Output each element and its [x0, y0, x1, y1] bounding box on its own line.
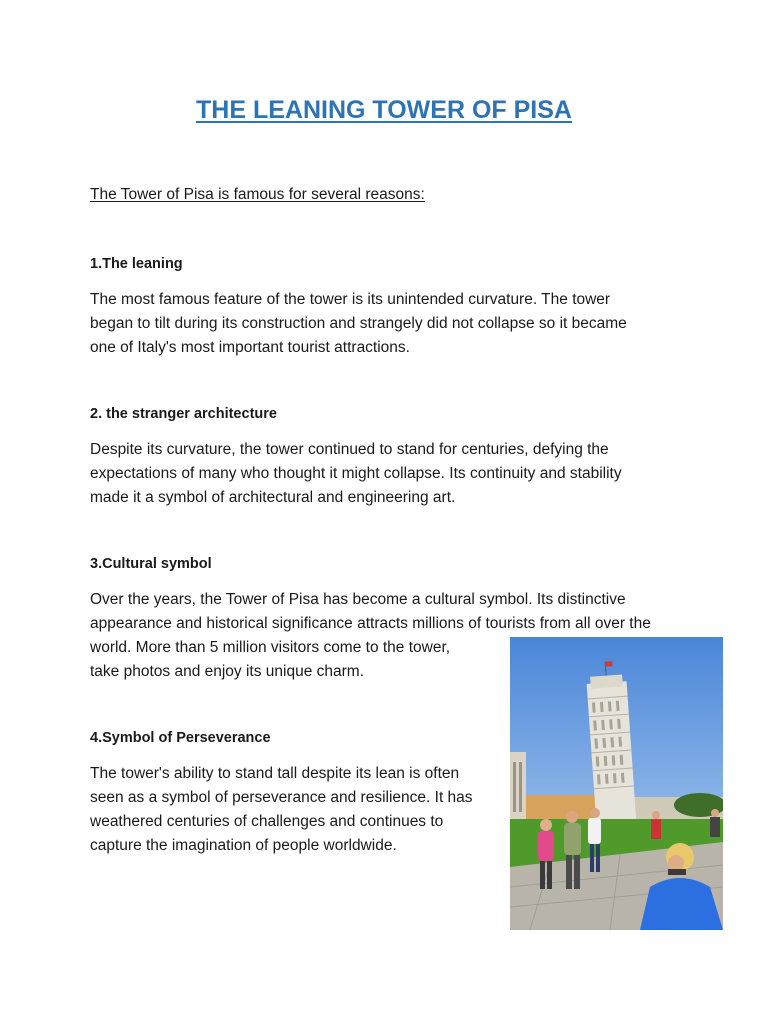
body-line: appearance and historical significance attracts millions of tourists from all over the: [90, 615, 651, 632]
body-line: began to tilt during its construction and strangely did not collapse so it became: [90, 315, 627, 332]
section-body-1: [90, 288, 627, 360]
body-line: seen as a symbol of perseverance and resilience. It has: [90, 789, 473, 806]
section-heading-3: 3.Cultural symbol: [90, 556, 212, 572]
body-line: expectations of many who thought it might collapse. Its continuity and stability: [90, 465, 622, 482]
body-line: The tower's ability to stand tall despite its lean is often: [90, 765, 460, 782]
body-line: take photos and enjoy its unique charm.: [90, 663, 365, 680]
page-title: THE LEANING TOWER OF PISA: [196, 96, 572, 124]
section-heading-4: 4.Symbol of Perseverance: [90, 730, 271, 746]
intro-text: The Tower of Pisa is famous for several reasons:: [90, 186, 425, 203]
section-body-2: [90, 438, 622, 510]
section-body-4: [90, 762, 473, 858]
body-line: weathered centuries of challenges and continues to: [90, 813, 444, 830]
tower-photo: [510, 637, 723, 930]
body-line: made it a symbol of architectural and engineering art.: [90, 489, 456, 506]
body-line: capture the imagination of people worldwide.: [90, 837, 397, 854]
body-line: world. More than 5 million visitors come to the tower,: [90, 639, 451, 656]
body-line: The most famous feature of the tower is its unintended curvature. The tower: [90, 291, 611, 308]
section-heading-2: 2. the stranger architecture: [90, 406, 277, 422]
body-line: Over the years, the Tower of Pisa has become a cultural symbol. Its distinctive: [90, 591, 626, 608]
body-line: one of Italy's most important tourist attractions.: [90, 339, 410, 356]
section-heading-1: 1.The leaning: [90, 256, 183, 272]
body-line: Despite its curvature, the tower continued to stand for centuries, defying the: [90, 441, 609, 458]
